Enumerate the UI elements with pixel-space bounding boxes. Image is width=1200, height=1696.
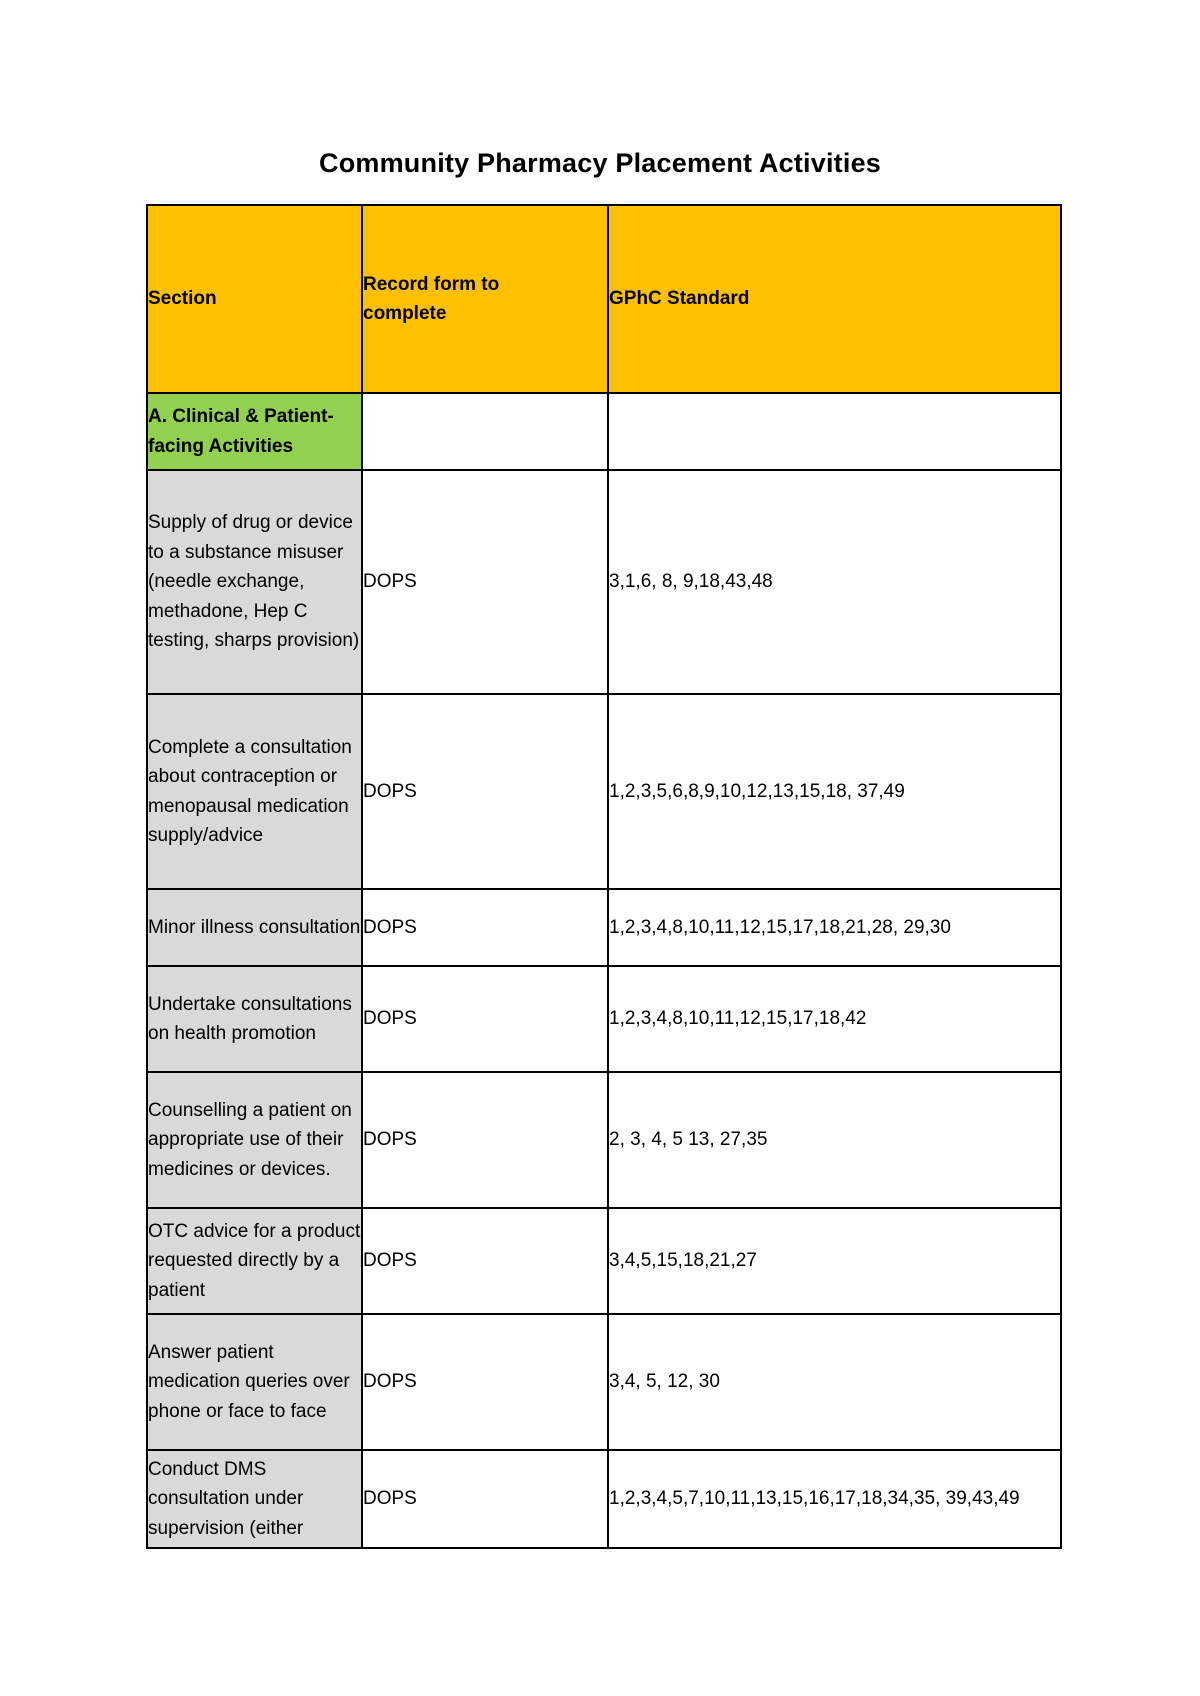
record-form-cell xyxy=(362,889,608,966)
standard-text: 1,2,3,5,6,8,9,10,12,13,15,18, 37,49 xyxy=(609,780,905,802)
table-row xyxy=(147,889,1061,966)
activity-text: Conduct DMS consultation under supervision (either xyxy=(148,1458,304,1539)
standard-text: 1,2,3,4,5,7,10,11,13,15,16,17,18,34,35, 39,43,49 xyxy=(609,1488,1020,1509)
activity-text: Answer patient medication queries over phone or face to face xyxy=(148,1341,350,1422)
table-row xyxy=(147,966,1061,1072)
record-form-text: DOPS xyxy=(363,1250,417,1272)
header-gphc-standard-label: GPhC Standard xyxy=(609,288,750,310)
section-row xyxy=(147,393,1061,470)
section-label-cell xyxy=(147,393,362,470)
activity-text: Minor illness consultation xyxy=(148,916,361,938)
activity-text: Complete a consultation about contraception or menopausal medication supply/advice xyxy=(148,736,352,846)
table-row xyxy=(147,694,1061,889)
activity-cell xyxy=(147,1314,362,1450)
standard-text: 1,2,3,4,8,10,11,12,15,17,18,42 xyxy=(609,1008,867,1030)
activity-cell xyxy=(147,694,362,889)
standard-text: 1,2,3,4,8,10,11,12,15,17,18,21,28, 29,30 xyxy=(609,916,951,938)
standard-cell xyxy=(608,889,1061,966)
activity-cell xyxy=(147,1072,362,1208)
header-record-form-label: Record form to complete xyxy=(363,273,500,324)
section-record-form-cell xyxy=(362,393,608,470)
record-form-text: DOPS xyxy=(363,1371,417,1393)
header-section-label: Section xyxy=(148,288,217,310)
activity-cell xyxy=(147,1450,362,1548)
activity-text: Supply of drug or device to a substance misuser (needle exchange, methadone, Hep C testing, sharps provision) xyxy=(148,512,360,652)
record-form-text: DOPS xyxy=(363,1129,417,1151)
record-form-cell xyxy=(362,1314,608,1450)
section-standard-cell xyxy=(608,393,1061,470)
header-section xyxy=(147,205,362,393)
standard-cell xyxy=(608,1450,1061,1548)
activity-cell xyxy=(147,470,362,694)
activity-cell xyxy=(147,1208,362,1314)
activity-text: Undertake consultations on health promotion xyxy=(148,993,352,1044)
standard-text: 3,1,6, 8, 9,18,43,48 xyxy=(609,571,773,593)
standard-cell xyxy=(608,1314,1061,1450)
page-title: Community Pharmacy Placement Activities xyxy=(319,148,881,178)
record-form-cell xyxy=(362,694,608,889)
table-header-row xyxy=(147,205,1061,393)
table-row xyxy=(147,1072,1061,1208)
record-form-cell xyxy=(362,1208,608,1314)
record-form-cell xyxy=(362,1072,608,1208)
table-row xyxy=(147,470,1061,694)
standard-cell xyxy=(608,1208,1061,1314)
placement-activities-table xyxy=(146,204,1062,1549)
record-form-cell xyxy=(362,966,608,1072)
record-form-cell xyxy=(362,1450,608,1548)
activity-cell xyxy=(147,966,362,1072)
standard-cell xyxy=(608,694,1061,889)
activity-text: OTC advice for a product requested directly by a patient xyxy=(148,1220,361,1301)
header-record-form xyxy=(362,205,608,393)
standard-cell xyxy=(608,1072,1061,1208)
standard-cell xyxy=(608,470,1061,694)
activity-text: Counselling a patient on appropriate use of their medicines or devices. xyxy=(148,1099,352,1180)
standard-text: 3,4,5,15,18,21,27 xyxy=(609,1250,757,1272)
standard-cell xyxy=(608,966,1061,1072)
activity-cell xyxy=(147,889,362,966)
header-gphc-standard xyxy=(608,205,1061,393)
record-form-text: DOPS xyxy=(363,916,417,938)
record-form-text: DOPS xyxy=(363,1488,417,1510)
record-form-text: DOPS xyxy=(363,571,417,593)
record-form-text: DOPS xyxy=(363,780,417,802)
standard-text: 2, 3, 4, 5 13, 27,35 xyxy=(609,1129,768,1151)
table-row xyxy=(147,1314,1061,1450)
table-row xyxy=(147,1450,1061,1548)
table-row xyxy=(147,1208,1061,1314)
record-form-cell xyxy=(362,470,608,694)
section-label: A. Clinical & Patient-facing Activities xyxy=(148,406,334,457)
standard-text: 3,4, 5, 12, 30 xyxy=(609,1371,720,1393)
record-form-text: DOPS xyxy=(363,1008,417,1030)
